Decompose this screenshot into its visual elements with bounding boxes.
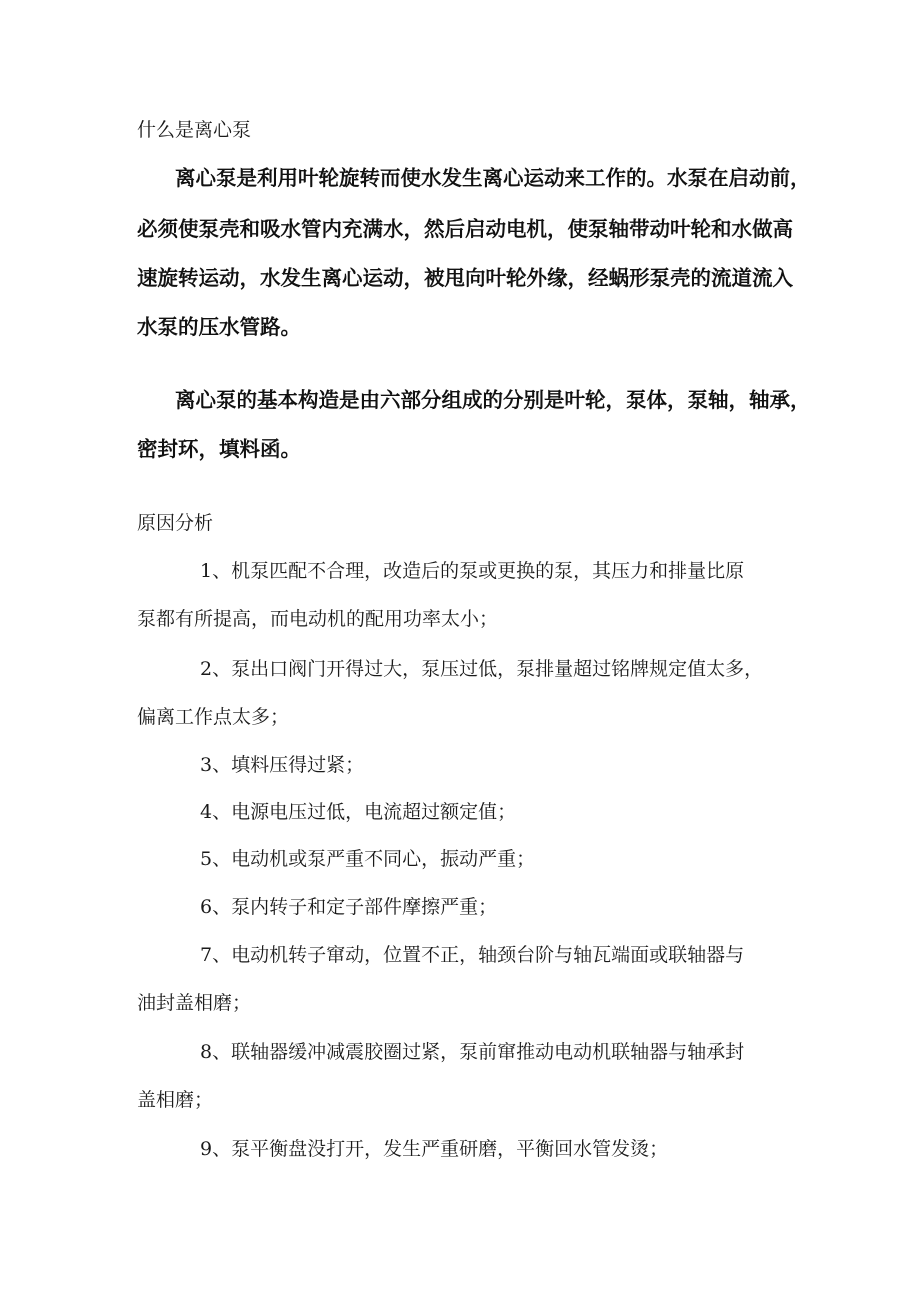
paragraph-line: 必须使泵壳和吸水管内充满水，然后启动电机，使泵轴带动叶轮和水做高 [137,217,793,241]
paragraph-line: 密封环，填料函。 [137,437,301,461]
list-item-continuation: 泵都有所提高，而电动机的配用功率太小； [137,608,499,630]
paragraph-line: 水泵的压水管路。 [137,315,301,339]
list-item: 3、填料压得过紧； [200,754,365,776]
list-item-continuation: 油封盖相磨； [137,992,252,1014]
list-item: 8、联轴器缓冲减震胶圈过紧，泵前窜推动电动机联轴器与轴承封 [200,1041,745,1063]
paragraph-line: 速旋转运动，水发生离心运动，被甩向叶轮外缘，经蜗形泵壳的流道流入 [137,266,793,290]
list-item-continuation: 盖相磨； [137,1089,214,1111]
list-item: 2、泵出口阀门开得过大，泵压过低，泵排量超过铭牌规定值太多， [200,658,764,680]
list-item: 4、电源电压过低，电流超过额定值； [200,801,517,823]
list-item: 1、机泵匹配不合理，改造后的泵或更换的泵，其压力和排量比原 [200,560,745,582]
paragraph-line: 离心泵是利用叶轮旋转而使水发生离心运动来工作的。水泵在启动前， [175,166,811,190]
list-item: 9、泵平衡盘没打开，发生严重研磨，平衡回水管发烫； [200,1138,669,1160]
paragraph-line: 离心泵的基本构造是由六部分组成的分别是叶轮，泵体，泵轴，轴承， [175,388,811,412]
section-title-cause-analysis: 原因分析 [137,512,214,534]
list-item: 6、泵内转子和定子部件摩擦严重； [200,896,498,918]
list-item: 5、电动机或泵严重不同心，振动严重； [200,848,536,870]
section-title-centrifugal-pump: 什么是离心泵 [137,119,252,141]
list-item: 7、电动机转子窜动，位置不正，轴颈台阶与轴瓦端面或联轴器与 [200,944,745,966]
list-item-continuation: 偏离工作点太多； [137,706,290,728]
